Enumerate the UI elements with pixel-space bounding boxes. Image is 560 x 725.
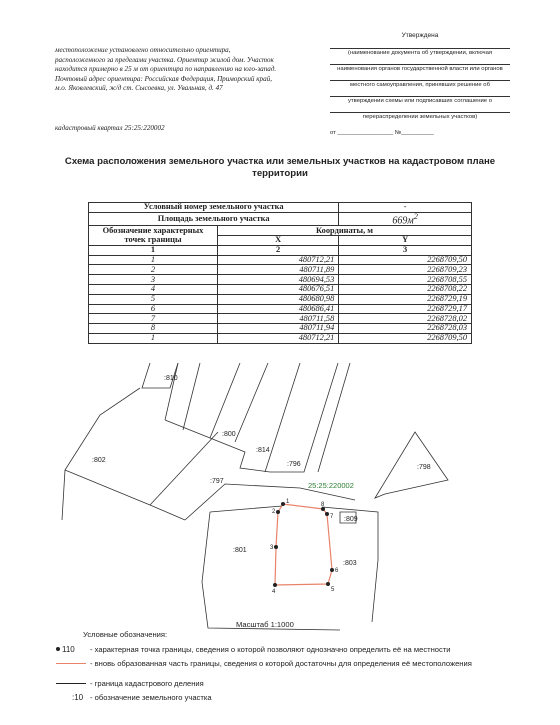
table-row bbox=[89, 294, 472, 304]
parcel-boundary bbox=[165, 363, 178, 420]
table-cell-y: 2268709,50 bbox=[339, 255, 472, 265]
legend-item-text: - характерная точка границы, сведения о которой позволяют однозначно определить её на местности bbox=[90, 645, 451, 654]
parcel-label: :801 bbox=[233, 547, 247, 554]
parcel-boundary bbox=[318, 363, 350, 472]
area-value-cell bbox=[339, 212, 472, 225]
coordinates-table bbox=[88, 202, 472, 344]
table-row bbox=[89, 314, 472, 324]
area-label: Площадь земельного участка bbox=[89, 212, 339, 225]
table-cell-x: 480676,51 bbox=[218, 284, 339, 294]
legend-item-text: - вновь образованная часть границы, сведения о которой достаточны для определения её местоположения bbox=[90, 659, 472, 668]
boundary-points bbox=[273, 502, 334, 587]
parcel-boundary bbox=[375, 432, 448, 498]
approval-line: местного самоуправления, принявших решение об bbox=[330, 80, 510, 88]
point-label: 1 bbox=[286, 499, 290, 505]
table-row bbox=[89, 265, 472, 275]
parcel-boundary bbox=[165, 420, 270, 472]
approval-line: наименования органов государственной власти или органов bbox=[330, 64, 510, 72]
col-number: 2 bbox=[218, 245, 339, 255]
table-cell-pt: 1 bbox=[89, 255, 218, 265]
table-row bbox=[89, 284, 472, 294]
area-value: 669м bbox=[392, 215, 414, 227]
new-boundary bbox=[275, 504, 332, 585]
page-title: Схема расположения земельного участка или земельных участков на кадастровом плане территории bbox=[64, 156, 496, 179]
x-header: X bbox=[218, 235, 339, 245]
point-label: 4 bbox=[272, 589, 276, 595]
boundary-point bbox=[276, 510, 280, 514]
table-cell-y: 2268729,19 bbox=[339, 294, 472, 304]
legend-item-cadastral bbox=[50, 679, 520, 693]
table-cell-pt: 5 bbox=[89, 294, 218, 304]
boundary-point bbox=[281, 502, 285, 506]
point-label: 7 bbox=[330, 514, 334, 520]
parcel-label: :798 bbox=[417, 464, 431, 471]
coordinates-rows bbox=[89, 255, 472, 343]
approval-date-line: от _________________ №__________ bbox=[330, 130, 434, 136]
parcel-boundary bbox=[235, 363, 268, 442]
parcel-label: :800 bbox=[222, 431, 236, 438]
location-description bbox=[55, 46, 325, 94]
cadastral-quarter: кадастровый квартал 25:25:220002 bbox=[55, 124, 165, 132]
y-header: Y bbox=[339, 235, 472, 245]
table-cell-pt: 6 bbox=[89, 304, 218, 314]
table-cell-pt: 3 bbox=[89, 275, 218, 285]
table-cell-y: 2268728,03 bbox=[339, 324, 472, 334]
points-header: Обозначение характерных точек границы bbox=[89, 226, 218, 246]
parcel-boundary bbox=[270, 363, 338, 472]
location-line: Почтовый адрес ориентира: Российская Федерация, Приморский край, bbox=[55, 74, 272, 83]
parcel-boundary bbox=[65, 470, 185, 520]
table-cell-x: 480712,21 bbox=[218, 255, 339, 265]
parcel-label: :809 bbox=[344, 516, 358, 523]
location-line: расположенного за пределами участка. Ориентир жилой дом. Участок bbox=[55, 55, 274, 64]
legend-item-text: - обозначение земельного участка bbox=[90, 693, 212, 702]
parcel-boundary bbox=[210, 363, 240, 438]
cadastral-map bbox=[0, 360, 560, 632]
table-cell-x: 480711,89 bbox=[218, 265, 339, 275]
boundary-point bbox=[273, 583, 277, 587]
parcel-boundary bbox=[202, 512, 340, 630]
parcel-boundary bbox=[265, 363, 300, 472]
parcel-label: :810 bbox=[164, 375, 178, 382]
area-sup: 2 bbox=[413, 211, 418, 221]
table-cell-pt: 7 bbox=[89, 314, 218, 324]
table-cell-pt: 2 bbox=[89, 265, 218, 275]
legend bbox=[50, 630, 520, 707]
table-cell-x: 480694,53 bbox=[218, 275, 339, 285]
table-cell-y: 2268728,02 bbox=[339, 314, 472, 324]
table-cell-x: 480680,98 bbox=[218, 294, 339, 304]
table-cell-x: 480711,94 bbox=[218, 324, 339, 334]
col-number: 1 bbox=[89, 245, 218, 255]
scale-label: Масштаб 1:1000 bbox=[236, 620, 294, 629]
table-row bbox=[89, 275, 472, 285]
cadastral-boundaries bbox=[62, 363, 448, 630]
table-cell-pt: 8 bbox=[89, 324, 218, 334]
parcel-boundary bbox=[62, 388, 140, 520]
col-number: 3 bbox=[339, 245, 472, 255]
boundary-point bbox=[274, 545, 278, 549]
legend-point-symbol bbox=[50, 645, 88, 659]
approval-title: Утверждена bbox=[401, 32, 439, 39]
legend-item-text: - граница кадастрового деления bbox=[90, 679, 204, 688]
point-marker-icon bbox=[56, 647, 60, 651]
location-line: находится примерно в 25 м от ориентира по направлению на юго-запад. bbox=[55, 65, 277, 73]
table-cell-x: 480712,21 bbox=[218, 333, 339, 343]
point-label: 3 bbox=[270, 545, 274, 551]
table-cell-y: 2268709,50 bbox=[339, 333, 472, 343]
table-cell-x: 480686,41 bbox=[218, 304, 339, 314]
legend-cadastral-symbol bbox=[50, 679, 88, 693]
point-label: 5 bbox=[331, 587, 335, 593]
parcel-label: :803 bbox=[343, 560, 357, 567]
cond-number-label: Условный номер земельного участка bbox=[89, 203, 339, 213]
table-row bbox=[89, 333, 472, 343]
approval-line: перераспределении земельных участков) bbox=[330, 112, 510, 120]
boundary-point bbox=[325, 512, 329, 516]
coords-header: Координаты, м bbox=[218, 226, 472, 236]
table-cell-y: 2268709,23 bbox=[339, 265, 472, 275]
legend-label-symbol bbox=[50, 693, 88, 707]
legend-title: Условные обозначения: bbox=[83, 630, 168, 639]
cond-number-value: - bbox=[339, 203, 472, 213]
parcel-label: :796 bbox=[287, 461, 301, 468]
table-cell-pt: 1 bbox=[89, 333, 218, 343]
legend-point-sample: 110 bbox=[62, 645, 75, 654]
table-cell-y: 2268729,17 bbox=[339, 304, 472, 314]
point-label: 6 bbox=[335, 568, 339, 574]
table-cell-y: 2268708,22 bbox=[339, 284, 472, 294]
approval-line: утверждении схемы или подписавших соглашение о bbox=[330, 96, 510, 104]
table-cell-y: 2268708,55 bbox=[339, 275, 472, 285]
table-row bbox=[89, 324, 472, 334]
parcel-boundary bbox=[150, 432, 218, 505]
parcel-label: :814 bbox=[256, 447, 270, 454]
location-line: местоположение установлено относительно ориентира, bbox=[55, 46, 231, 54]
location-line: м.о. Яковлевский, ж/д ст. Сысоевка, ул. Увальная, д. 47 bbox=[55, 84, 223, 92]
legend-item-point bbox=[50, 645, 520, 659]
boundary-point bbox=[326, 582, 330, 586]
table-cell-pt: 4 bbox=[89, 284, 218, 294]
table-row bbox=[89, 255, 472, 265]
legend-item-new-boundary bbox=[50, 659, 520, 679]
point-label: 2 bbox=[272, 509, 276, 515]
approval-block bbox=[330, 32, 510, 136]
legend-new-boundary-symbol bbox=[50, 659, 88, 673]
boundary-point bbox=[330, 568, 334, 572]
point-label: 8 bbox=[321, 502, 325, 508]
legend-item-label bbox=[50, 693, 520, 707]
table-cell-x: 480711,58 bbox=[218, 314, 339, 324]
approval-line: (наименование документа об утверждении, включая bbox=[330, 48, 510, 56]
parcel-boundary bbox=[183, 363, 200, 430]
table-row bbox=[89, 304, 472, 314]
quarter-label: 25:25:220002 bbox=[308, 481, 354, 490]
parcel-label: :802 bbox=[92, 457, 106, 464]
parcel-label: :797 bbox=[210, 478, 224, 485]
new-boundary-line-icon bbox=[56, 663, 86, 664]
cadastral-line-icon bbox=[56, 683, 86, 684]
legend-label-sample: :10 bbox=[72, 693, 84, 702]
